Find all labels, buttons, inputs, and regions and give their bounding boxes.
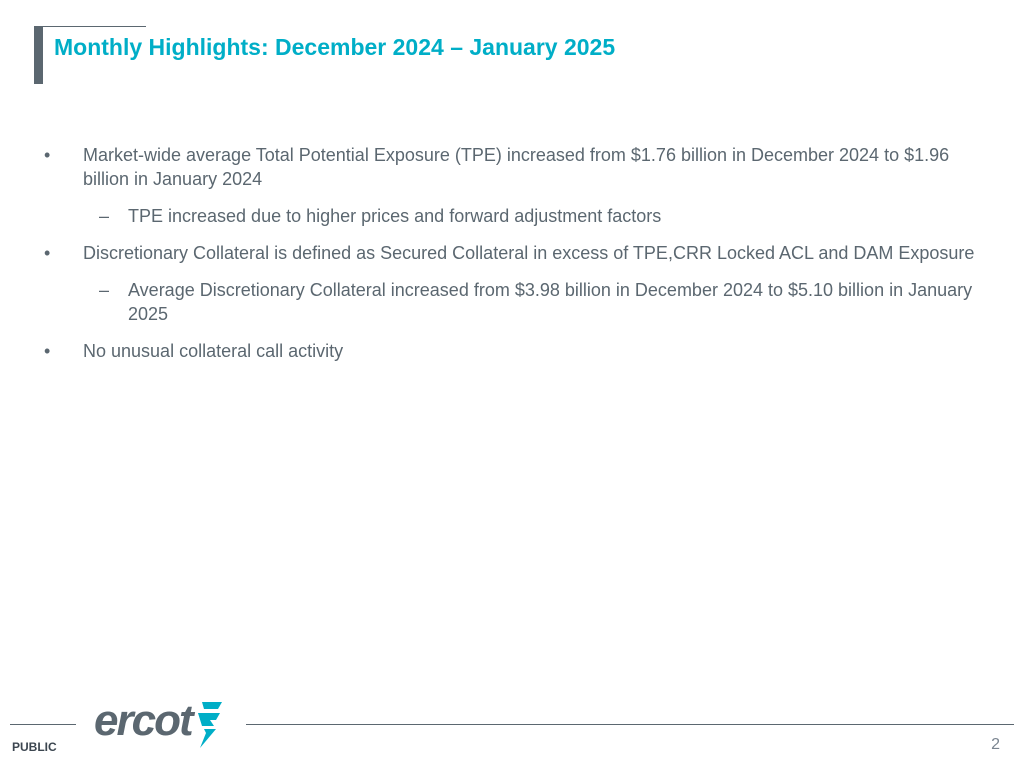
title-accent-bar xyxy=(34,26,43,84)
bullet-item-collateral-call xyxy=(0,339,1024,363)
classification-label: PUBLIC xyxy=(12,740,57,754)
bullet-marker: • xyxy=(44,145,51,165)
sub-bullet-item-tpe-reason xyxy=(0,204,1024,228)
sub-bullet-marker: – xyxy=(99,280,110,300)
bullet-item-tpe xyxy=(0,143,1024,191)
bullet-item-discretionary-definition xyxy=(0,241,1024,265)
ercot-bolt-icon xyxy=(190,700,226,750)
bullet-text: Discretionary Collateral is defined as Secured Collateral in excess of TPE,CRR Locked ACL and DAM Exposure xyxy=(83,243,975,263)
bullet-text: No unusual collateral call activity xyxy=(83,341,344,361)
logo-wordmark: ercot xyxy=(94,696,192,745)
footer-rule-left xyxy=(10,724,76,725)
footer-rule-right xyxy=(246,724,1014,725)
bullet-text: Market-wide average Total Potential Exposure (TPE) increased from $1.76 billion in December 2024 to $1.96 billion in January 2024 xyxy=(83,145,950,189)
title-top-rule xyxy=(34,26,146,27)
sub-bullet-marker: – xyxy=(99,206,110,226)
sub-bullet-text: TPE increased due to higher prices and forward adjustment factors xyxy=(128,206,662,226)
sub-bullet-text: Average Discretionary Collateral increased from $3.98 billion in December 2024 to $5.10 billion in January 2025 xyxy=(128,280,973,324)
page-number: 2 xyxy=(991,736,1000,753)
bullet-marker: • xyxy=(44,341,51,361)
slide-title: Monthly Highlights: December 2024 – January 2025 xyxy=(54,34,616,60)
bullet-marker: • xyxy=(44,243,51,263)
bullet-list xyxy=(0,143,1024,376)
sub-bullet-item-discretionary-change xyxy=(0,278,1024,326)
ercot-logo xyxy=(94,698,230,752)
